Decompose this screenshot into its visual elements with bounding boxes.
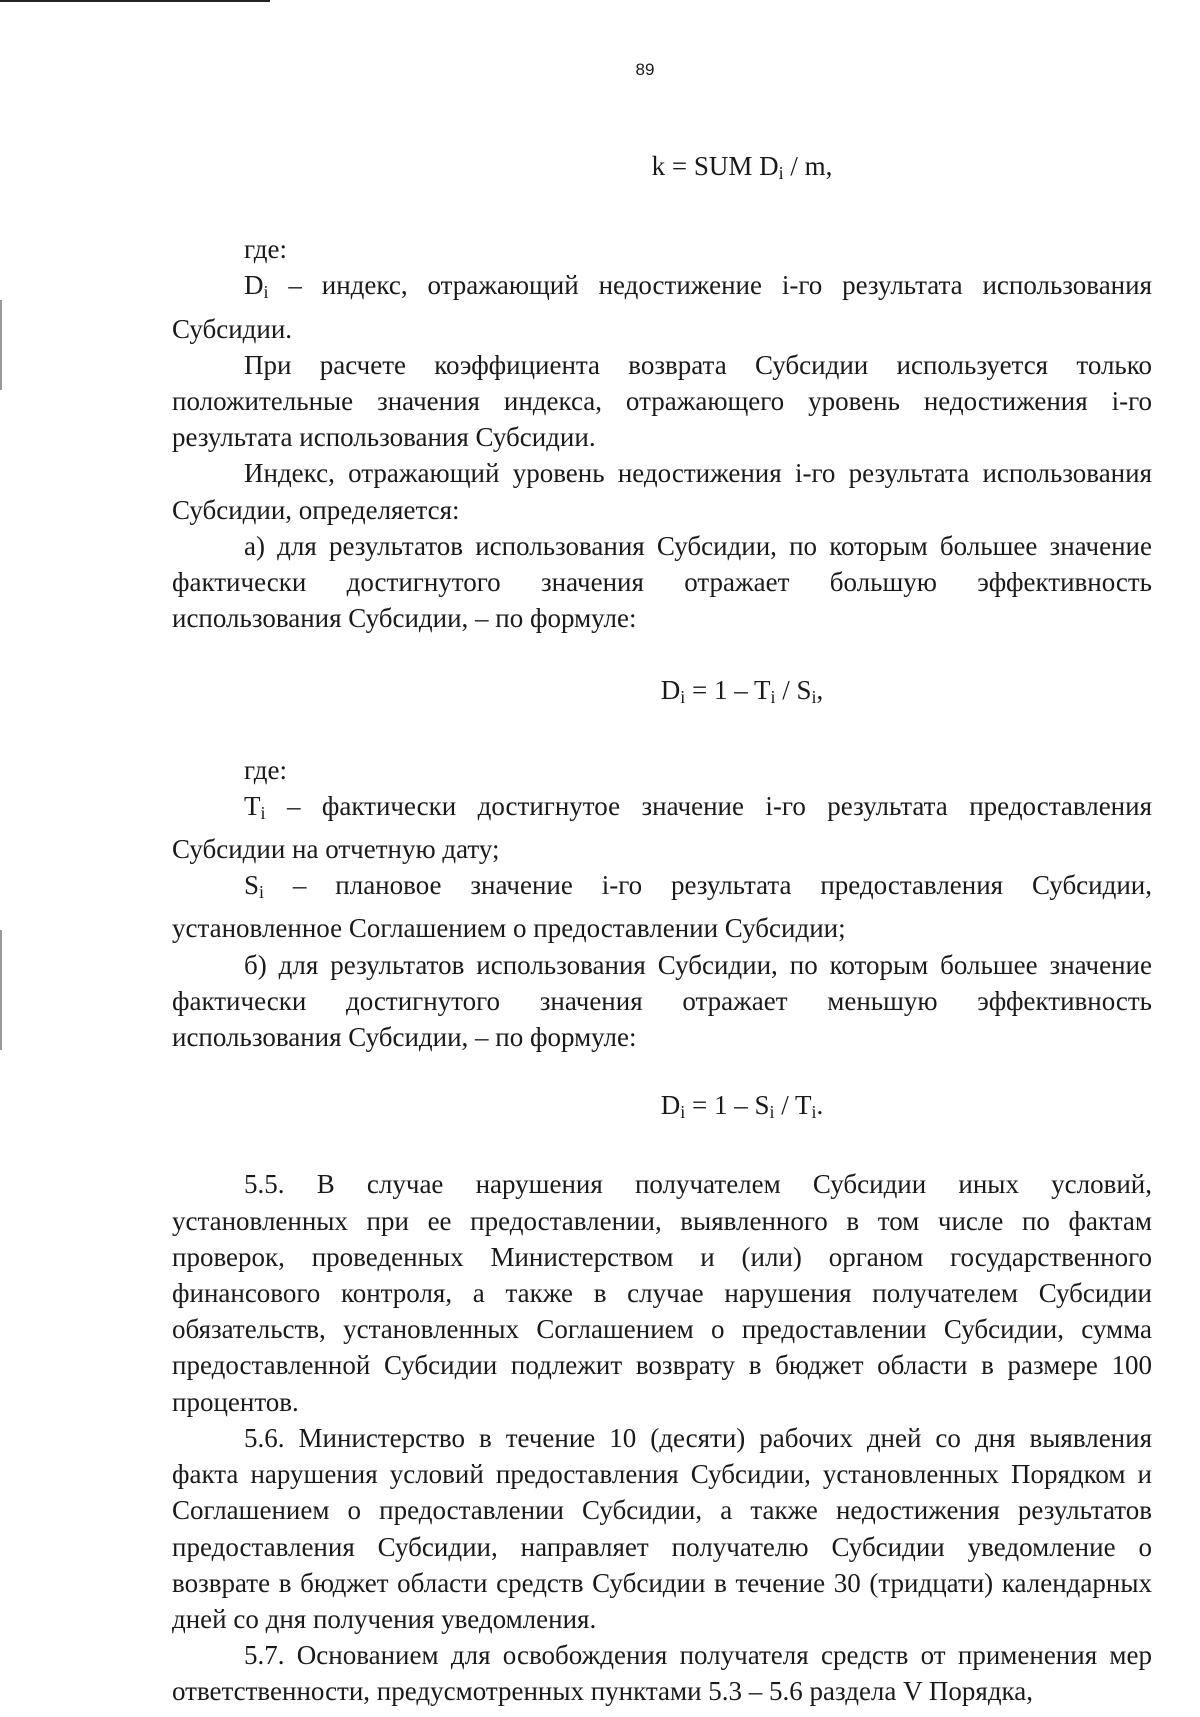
paragraph-5-6: 5.6. Министерство в течение 10 (десяти) рабочих дней со дня выявления факта нарушения условий предоставления Субсидии, установленных Порядком и Соглашением о предоставлении Субсидии, а также недостижения результатов предоставления Субсидии, направляет получателю Субсидии уведомление о возврате в бюджет области средств Субсидии в течение 30 (тридцати) календарных дней со дня получения уведомления. [172, 1422, 1152, 1634]
definition-si: $S_i$ – плановое значение i-го результата предоставления Субсидии, установленное Соглашением о предоставлении Субсидии; [172, 870, 1152, 944]
scan-edge-mark [0, 930, 2, 1050]
where-label: где: [244, 234, 287, 265]
formula-k: k = SUM $D_i$ / m, [651, 151, 833, 183]
paragraph-index: Индекс, отражающий уровень недостижения i-го результата использования Субсидии, определяется: [172, 458, 1152, 525]
formula-d-b: $D_i = 1 - S_i / T_i$. [660, 1090, 824, 1123]
scan-edge-mark [0, 300, 2, 390]
document-body [172, 148, 1152, 1710]
formula-d-a: $D_i = 1 - T_i / S_i$, [660, 675, 824, 708]
top-edge-rule [0, 0, 270, 2]
page-number: 89 [635, 60, 655, 79]
paragraph-5-5: 5.5. В случае нарушения получателем Субсидии иных условий, установленных при ее предоставлении, выявленного в том числе по фактам проверок, проведенных Министерством и (или) органом государственного финансового контроля, а также в случае нарушения получателем Субсидии обязательств, установленных Соглашением о предоставлении Субсидии, сумма предоставленной Субсидии подлежит возврату в бюджет области в размере 100 процентов. [172, 1169, 1152, 1417]
paragraph-calculation: При расчете коэффициента возврата Субсидии используется только положительные значения индекса, отражающего уровень недостижения i-го результата использования Субсидии. [172, 349, 1152, 453]
definition-ti: $T_i$ – фактически достигнутое значение i-го результата предоставления Субсидии на отчетную дату; [172, 790, 1152, 865]
definition-di: $D_i$ – индекс, отражающий недостижение i-го результата использования Субсидии. [172, 270, 1152, 344]
where-label: где: [244, 754, 287, 785]
paragraph-a: а) для результатов использования Субсидии, по которым большее значение фактически достигнутого значения отражает большую эффективность использования Субсидии, – по формуле: [172, 530, 1152, 634]
paragraph-b: б) для результатов использования Субсидии, по которым большее значение фактически достигнутого значения отражает меньшую эффективность использования Субсидии, – по формуле: [172, 949, 1152, 1053]
paragraph-5-7: 5.7. Основанием для освобождения получателя средств от применения мер ответственности, предусмотренных пунктами 5.3 – 5.6 раздела V Порядка, [172, 1640, 1152, 1707]
